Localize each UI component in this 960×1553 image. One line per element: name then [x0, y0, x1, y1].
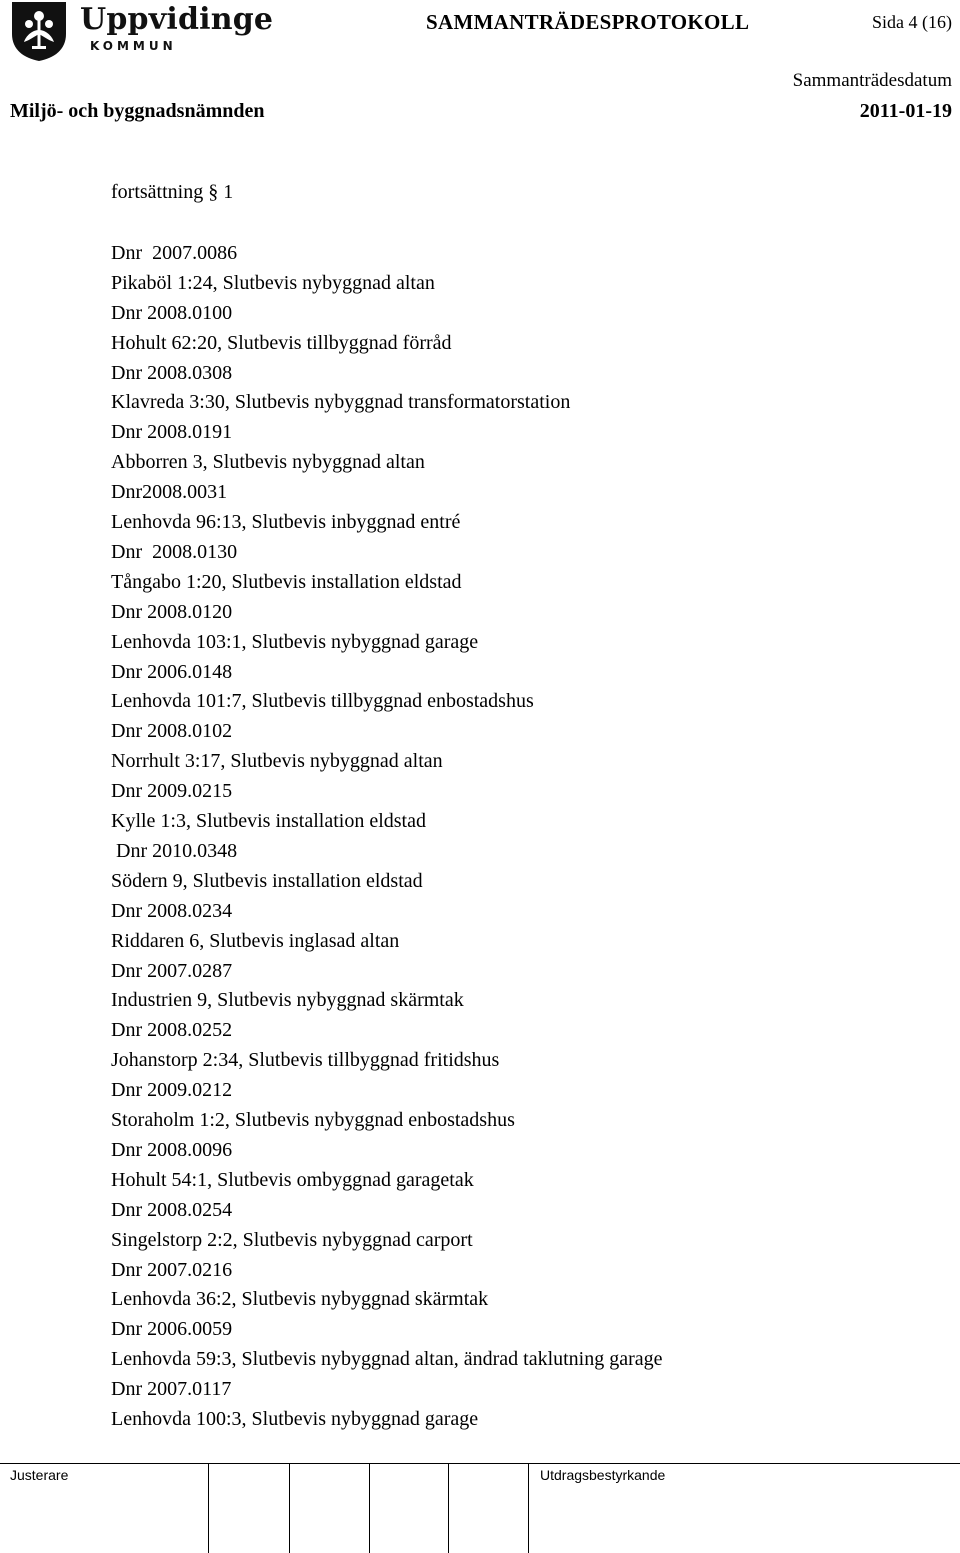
case-number: Dnr 2007.0117: [111, 1378, 232, 1401]
case-description: Hohult 62:20, Slutbevis tillbyggnad förråd: [111, 331, 452, 354]
case-entry: [111, 1196, 663, 1256]
case-entry: [111, 359, 663, 419]
footer-cell-divider: [289, 1463, 290, 1553]
case-description: Riddaren 6, Slutbevis inglasad altan: [111, 929, 400, 952]
case-description: Norrhult 3:17, Slutbevis nybyggnad altan: [111, 750, 443, 773]
meeting-date-label: Sammanträdesdatum: [792, 70, 952, 91]
case-description: Lenhovda 103:1, Slutbevis nybyggnad garage: [111, 630, 479, 653]
case-entry: [111, 239, 663, 299]
case-number: Dnr 2009.0215: [111, 780, 233, 803]
case-description: Lenhovda 100:3, Slutbevis nybyggnad garage: [111, 1408, 479, 1431]
case-description: Lenhovda 96:13, Slutbevis inbyggnad entré: [111, 511, 461, 534]
case-description: Pikaböl 1:24, Slutbevis nybyggnad altan: [111, 271, 435, 294]
footer-utdragsbestyrkande-label: Utdragsbestyrkande: [540, 1467, 666, 1483]
case-number: Dnr 2007.0086: [111, 242, 238, 264]
committee-name: Miljö- och byggnadsnämnden: [10, 100, 265, 122]
municipal-shield-icon: [8, 0, 70, 62]
case-entry: [111, 1375, 663, 1435]
case-description: Kylle 1:3, Slutbevis installation eldstad: [111, 810, 426, 833]
case-description: Singelstorp 2:2, Slutbevis nybyggnad carport: [111, 1228, 473, 1251]
case-number: Dnr 2008.0191: [111, 421, 233, 444]
footer-divider: [0, 1463, 960, 1464]
logo-name: Uppvidinge: [80, 2, 274, 37]
continuation-heading: fortsättning § 1: [111, 181, 234, 203]
footer-cell-divider: [208, 1463, 209, 1553]
case-description: Lenhovda 101:7, Slutbevis tillbyggnad enbostadshus: [111, 690, 534, 713]
case-number: Dnr 2008.0252: [111, 1019, 233, 1042]
municipality-logo: [8, 0, 274, 64]
case-number: Dnr 2006.0059: [111, 1318, 233, 1341]
case-entry: [111, 717, 663, 777]
case-entry: [111, 1016, 663, 1076]
footer-cell-divider: [369, 1463, 370, 1553]
case-description: Södern 9, Slutbevis installation eldstad: [111, 869, 423, 892]
case-number: Dnr 2009.0212: [111, 1079, 233, 1102]
case-number: Dnr 2008.0308: [111, 361, 233, 384]
case-number: Dnr 2007.0287: [111, 959, 233, 982]
case-description: Lenhovda 59:3, Slutbevis nybyggnad altan, ändrad taklutning garage: [111, 1348, 663, 1371]
case-entry: [111, 957, 663, 1017]
case-number: Dnr 2008.0096: [111, 1138, 233, 1161]
case-entry: [111, 478, 663, 538]
footer-justerare-label: Justerare: [10, 1467, 69, 1483]
case-entry: [111, 538, 663, 598]
case-entry: [111, 1076, 663, 1136]
document-title: SAMMANTRÄDESPROTOKOLL: [426, 10, 750, 34]
case-number: Dnr 2008.0120: [111, 600, 233, 623]
case-description: Hohult 54:1, Slutbevis ombyggnad garagetak: [111, 1168, 474, 1191]
page-number: Sida 4 (16): [872, 12, 952, 32]
case-number: Dnr 2008.0130: [111, 540, 238, 563]
case-number: Dnr2008.0031: [111, 481, 228, 504]
case-entry: [111, 418, 663, 478]
case-number: Dnr 2006.0148: [111, 660, 233, 683]
case-description: Lenhovda 36:2, Slutbevis nybyggnad skärmtak: [111, 1288, 489, 1311]
case-entry: [111, 299, 663, 359]
case-entry: [111, 837, 663, 897]
case-number: Dnr 2008.0254: [111, 1198, 233, 1221]
case-entry: [111, 777, 663, 837]
case-number: Dnr 2008.0100: [111, 301, 233, 324]
case-entry: [111, 1136, 663, 1196]
case-entry: [111, 658, 663, 718]
case-number: Dnr 2008.0102: [111, 720, 233, 743]
case-description: Industrien 9, Slutbevis nybyggnad skärmtak: [111, 989, 464, 1012]
case-number: Dnr 2010.0348: [111, 839, 238, 862]
case-description: Storaholm 1:2, Slutbevis nybyggnad enbostadshus: [111, 1109, 515, 1132]
case-entry: [111, 897, 663, 957]
case-number: Dnr 2008.0234: [111, 899, 233, 922]
footer-cell-divider: [448, 1463, 449, 1553]
footer-cell-divider: [528, 1463, 529, 1553]
case-description: Abborren 3, Slutbevis nybyggnad altan: [111, 451, 425, 474]
case-list: [111, 239, 663, 1435]
case-description: Johanstorp 2:34, Slutbevis tillbyggnad fritidshus: [111, 1049, 500, 1072]
case-description: Klavreda 3:30, Slutbevis nybyggnad transformatorstation: [111, 391, 571, 414]
meeting-date: 2011-01-19: [859, 100, 952, 122]
case-entry: [111, 1256, 663, 1316]
logo-subtitle: KOMMUN: [90, 39, 177, 53]
case-number: Dnr 2007.0216: [111, 1258, 233, 1281]
case-entry: [111, 1315, 663, 1375]
case-description: Tångabo 1:20, Slutbevis installation eldstad: [111, 570, 462, 593]
case-entry: [111, 598, 663, 658]
